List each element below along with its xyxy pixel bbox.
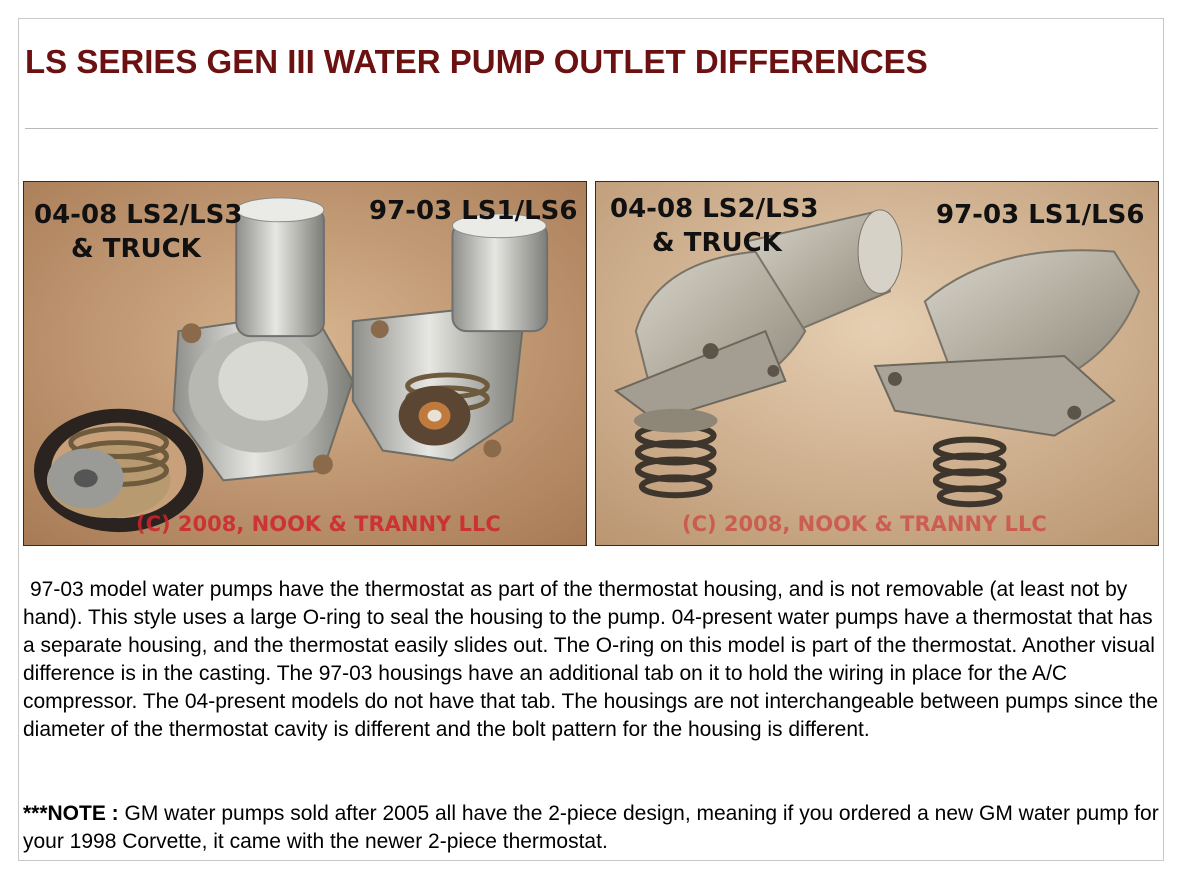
photo-watermark: (C) 2008, NOOK & TRANNY LLC <box>682 512 1047 536</box>
photo-label-ls2: 04-08 LS2/LS3 <box>34 200 243 230</box>
photo-label-truck: & TRUCK <box>71 234 201 264</box>
page-title: LS SERIES GEN III WATER PUMP OUTLET DIFFERENCES <box>25 43 928 80</box>
photo-parts-assembled <box>595 181 1159 546</box>
body-paragraph: 97-03 model water pumps have the thermostat as part of the thermostat housing, and is not removable (at least not by hand). This style uses a large O-ring to seal the housing to the pump. 04-present water pumps have a thermostat that has a separate housing, and the thermostat easily slides out. The O-ring on this model is part of the thermostat. Another visual difference is in the casting. The 97-03 housings have an additional tab on it to hold the wiring in place for the A/C compressor. The 04-present models do not have that tab. The housings are not interchangeable between pumps since the diameter of the thermostat cavity is different and the bolt pattern for the housing is different. <box>23 578 1159 741</box>
title-divider <box>25 128 1158 129</box>
article-frame <box>18 18 1164 861</box>
photo-parts-flat <box>23 181 587 546</box>
photo-label-ls1: 97-03 LS1/LS6 <box>936 200 1145 230</box>
note-label: ***NOTE : <box>23 802 119 825</box>
photo-watermark: (C) 2008, NOOK & TRANNY LLC <box>136 512 501 536</box>
photo-label-truck: & TRUCK <box>652 228 782 258</box>
note-text: GM water pumps sold after 2005 all have the 2-piece design, meaning if you ordered a new GM water pump for your 1998 Corvette, it came with the newer 2-piece thermostat. <box>23 802 1159 853</box>
note-paragraph <box>23 800 1161 856</box>
photo-label-ls2: 04-08 LS2/LS3 <box>610 194 819 224</box>
photo-label-ls1: 97-03 LS1/LS6 <box>369 196 578 226</box>
